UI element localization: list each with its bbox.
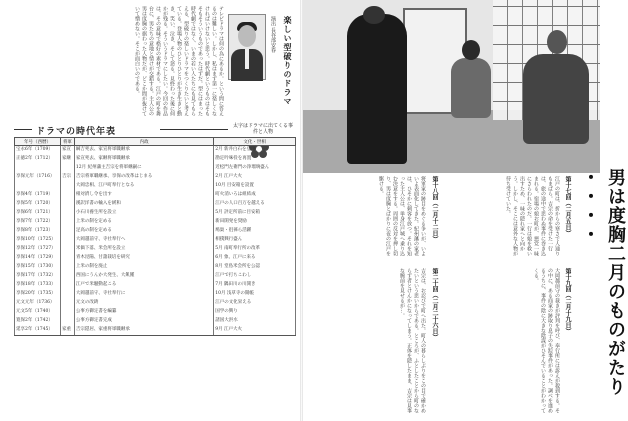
table-cell: 鳩巣・徂徠ら活躍 xyxy=(214,227,296,236)
table-cell: 享保7年（1722） xyxy=(15,218,61,227)
table-cell: 小石川養生所を設立 xyxy=(74,209,213,218)
table-cell: 享保元年（1716） xyxy=(15,173,61,182)
essay-title: 楽しい型破りのドラマ xyxy=(283,16,293,106)
table-cell: 吉宗 xyxy=(60,173,74,182)
chronology-header-cell: 文化・世相 xyxy=(214,138,296,146)
episode-17-head: 第十七回（二月五日） xyxy=(564,176,571,236)
table-row xyxy=(15,236,296,245)
table-cell: 7月 隅田川の川開き xyxy=(214,281,296,290)
table-cell: 延享2年（1745） xyxy=(15,326,61,336)
table-cell: 吉宗隠居、家重将軍職継承 xyxy=(74,326,213,336)
table-row xyxy=(15,272,296,281)
table-cell: 家重 xyxy=(60,326,74,336)
feature-title-text: 男は度胸二月のものがたり xyxy=(605,168,626,396)
table-cell: 享保15年（1730） xyxy=(15,263,61,272)
episode-17-text: 江戸の町は、折からの寒さで人通りもまばら。吉宗の命を受けた一行は、旅の途中で思わぬ事件に巻き込まれる。宿場の娘お町が、悪党一味にさらわれたのだ。一行は娘を救い出すため、一味の隠れ家へと向かう。しかし、そこには意外な人物が待ち受けていた。 xyxy=(505,176,560,256)
essay-author xyxy=(270,16,276,53)
table-cell: 江戸で米騒動起こる xyxy=(74,281,213,290)
table-cell xyxy=(60,317,74,326)
table-cell: 青木昆陽、甘藷栽培を研究 xyxy=(74,254,213,263)
episode-19-head: 第十九回（二月十九日） xyxy=(564,268,571,334)
table-cell: 江戸の文化栄える xyxy=(214,299,296,308)
chronology-title: ドラマの時代年表 xyxy=(36,127,117,137)
table-cell: 正徳2年（1712） xyxy=(15,155,61,164)
table-cell: 大岡越前守、寺社奉行へ xyxy=(74,236,213,245)
author-role: 演出 xyxy=(270,16,276,26)
table-cell xyxy=(60,209,74,218)
table-row xyxy=(15,290,296,299)
table-cell: 12月 紀州藩主吉宗を将軍継嗣に xyxy=(74,164,213,173)
table-cell: 元文元年（1736） xyxy=(15,299,61,308)
table-cell: 9月 江戸大火 xyxy=(214,326,296,336)
table-cell: 家継 xyxy=(60,155,74,164)
table-cell: 享保10年（1725） xyxy=(15,236,61,245)
table-cell xyxy=(15,182,61,191)
table-row xyxy=(15,191,296,200)
table-row xyxy=(15,146,296,156)
table-cell xyxy=(15,164,61,173)
table-cell xyxy=(60,263,74,272)
table-cell xyxy=(60,200,74,209)
table-row xyxy=(15,308,296,317)
rule-left xyxy=(14,129,32,130)
table-row xyxy=(15,254,296,263)
table-row xyxy=(15,227,296,236)
table-cell: 2月 新井白石を登用 xyxy=(214,146,296,156)
chronology-header-cell: 年号（西暦） xyxy=(15,138,61,146)
table-cell: 町火消いろは組結成 xyxy=(214,191,296,200)
table-cell: 8月 堂島米会所を公認 xyxy=(214,263,296,272)
table-cell: 江戸で打ちこわし xyxy=(214,272,296,281)
table-cell: 上米の制を廃止 xyxy=(74,263,213,272)
table-cell: 元文5年（1740） xyxy=(15,308,61,317)
table-row xyxy=(15,245,296,254)
table-row xyxy=(15,155,296,164)
table-cell: 諸国大洪水 xyxy=(214,317,296,326)
table-cell: 家宣死去、家継将軍職継承 xyxy=(74,155,213,164)
table-cell: 寛保2年（1742） xyxy=(15,317,61,326)
table-row xyxy=(15,173,296,182)
table-cell: 享保20年（1735） xyxy=(15,290,61,299)
table-cell: 元文の改鋳 xyxy=(74,299,213,308)
table-cell: 享保14年（1729） xyxy=(15,254,61,263)
table-cell: 相撲興行盛ん xyxy=(214,236,296,245)
episode-20-text: 吉宗は、お忍びで町へ出た。町人の暮らしぶりをこの目で確かめたいという思いからである。ところが、ふとしたことから町のならず者とけんかになってしまう。正体を隠したまま、吉宗は見事な腕前を見せるが…。 xyxy=(399,268,426,413)
table-row xyxy=(15,326,296,336)
table-cell: 享保12年（1727） xyxy=(15,245,61,254)
table-row xyxy=(15,299,296,308)
table-cell xyxy=(60,227,74,236)
feature-title-dots: ・・・・ xyxy=(579,168,600,244)
table-cell: 10月 浅草寺の開帳 xyxy=(214,290,296,299)
table-cell: 5月 評定所前に目安箱 xyxy=(214,209,296,218)
episode-18-head: 第十八回（二月十二日） xyxy=(431,176,438,242)
table-cell: 享保4年（1719） xyxy=(15,191,61,200)
table-cell xyxy=(60,164,74,173)
episode-20-head: 第二十回（二月二十六日） xyxy=(431,268,438,340)
table-cell: 享保6年（1721） xyxy=(15,209,61,218)
table-cell xyxy=(60,254,74,263)
table-row xyxy=(15,182,296,191)
table-cell: 享保18年（1733） xyxy=(15,281,61,290)
feature-title xyxy=(576,168,628,421)
table-cell: 2月 江戸大火 xyxy=(214,173,296,182)
table-cell: 西国にうんか大発生、大飢饉 xyxy=(74,272,213,281)
table-row xyxy=(15,281,296,290)
table-cell: 家宣 xyxy=(60,146,74,156)
table-cell: 新田開発を奨励 xyxy=(214,218,296,227)
table-cell: 国学の興り xyxy=(214,308,296,317)
table-cell xyxy=(60,308,74,317)
table-row xyxy=(15,263,296,272)
table-cell: 米価下落、米会所を設立 xyxy=(74,245,213,254)
essay-text: テレビドラマは何の為にあるか。という問に答えるのは難しい。しかし、私はまず第一に楽しくなければいけないと思う。時代劇というものはそもそもそういうものであったはずだ。型にはまった時代劇ではなく、いまの若い人たちにも見てもらえる、型破りの楽しいドラマをつくりたいと考えている。登場人物のひとりひとりが生き生きと動き、笑い、泣き、そして怒る。見終わった後に何かが残る。そういうドラマにしたい。今回の作品は、その意味で格好の素材である。江戸の町を舞台に、男たちの意地と情けが交錯する。主人公の男は度胸の据わった人物だが、どこか間が抜けていて憎めない。そこが面白いのである。 xyxy=(134,6,224,116)
episode-19-text: 大岡越前守の裁きが評判を呼び、奉行所には訴えが殺到する。その中に、ある商家の跡取り息子の失踪事件があった。調べを進めるうちに、事件の陰に大きな陰謀がひそんでいることがわかってくる。 xyxy=(533,268,560,413)
table-row xyxy=(15,209,296,218)
chronology-header-cell: 将軍 xyxy=(60,138,74,146)
table-cell: 江戸の人口百万を越える xyxy=(214,200,296,209)
table-cell: 享保17年（1732） xyxy=(15,272,61,281)
table-cell: 吉宗将軍職継承、享保の改革はじまる xyxy=(74,173,213,182)
table-cell xyxy=(60,245,74,254)
episode-18-text: 将軍家の跡目をめぐる争いが、いよいよ表面化してきた。紀州藩の家老は、ひそかに刺客を放つ。それを知った主人公は、単身江戸城へ乗り込む決意をする。周囲の反対を押し切り、男は度胸とばかりに夜の江戸を駆ける。 xyxy=(378,176,426,256)
table-cell: 享保8年（1723） xyxy=(15,227,61,236)
table-cell: 10月 目安箱を設置 xyxy=(214,182,296,191)
table-cell xyxy=(60,218,74,227)
table-cell: 公事方御定書を編纂 xyxy=(74,308,213,317)
table-cell xyxy=(60,191,74,200)
table-cell xyxy=(60,182,74,191)
table-cell xyxy=(60,272,74,281)
table-row xyxy=(15,200,296,209)
table-cell: 享保5年（1720） xyxy=(15,200,61,209)
table-cell: 大岡越前守、寺社奉行に xyxy=(74,290,213,299)
table-row xyxy=(15,317,296,326)
drama-still-photo xyxy=(303,0,600,173)
chronology-header-cell: 内政 xyxy=(74,138,213,146)
table-cell: 近松門左衛門の浄瑠璃盛ん xyxy=(214,164,296,173)
chronology-note: 太字はドラマに出てくる事件と人物 xyxy=(232,123,293,135)
table-row xyxy=(15,164,296,173)
table-cell: 宝永6年（1709） xyxy=(15,146,61,156)
table-cell: 相対済し令を出す xyxy=(74,191,213,200)
table-cell xyxy=(60,290,74,299)
table-cell: 勘定吟味役を再置 xyxy=(214,155,296,164)
director-portrait xyxy=(228,14,266,80)
table-cell: 公事方御定書完成 xyxy=(74,317,213,326)
table-cell: 6月 象、江戸に来る xyxy=(214,254,296,263)
table-cell: 綱吉死去、家宣将軍職継承 xyxy=(74,146,213,156)
rule-right xyxy=(160,129,228,130)
chronology-header-row xyxy=(15,138,296,146)
table-row xyxy=(15,218,296,227)
chronology-table xyxy=(14,137,296,336)
table-cell xyxy=(60,236,74,245)
table-cell: 5月 南町奉行所の改革 xyxy=(214,245,296,254)
table-cell xyxy=(60,299,74,308)
table-cell: 漢訳洋書の輸入を緩和 xyxy=(74,200,213,209)
table-cell: 上米の制を定める xyxy=(74,218,213,227)
author-name: 長谷部安春 xyxy=(270,27,276,53)
table-cell: 大岡忠相、江戸町奉行となる xyxy=(74,182,213,191)
table-cell xyxy=(60,281,74,290)
table-cell: 足高の制を定める xyxy=(74,227,213,236)
